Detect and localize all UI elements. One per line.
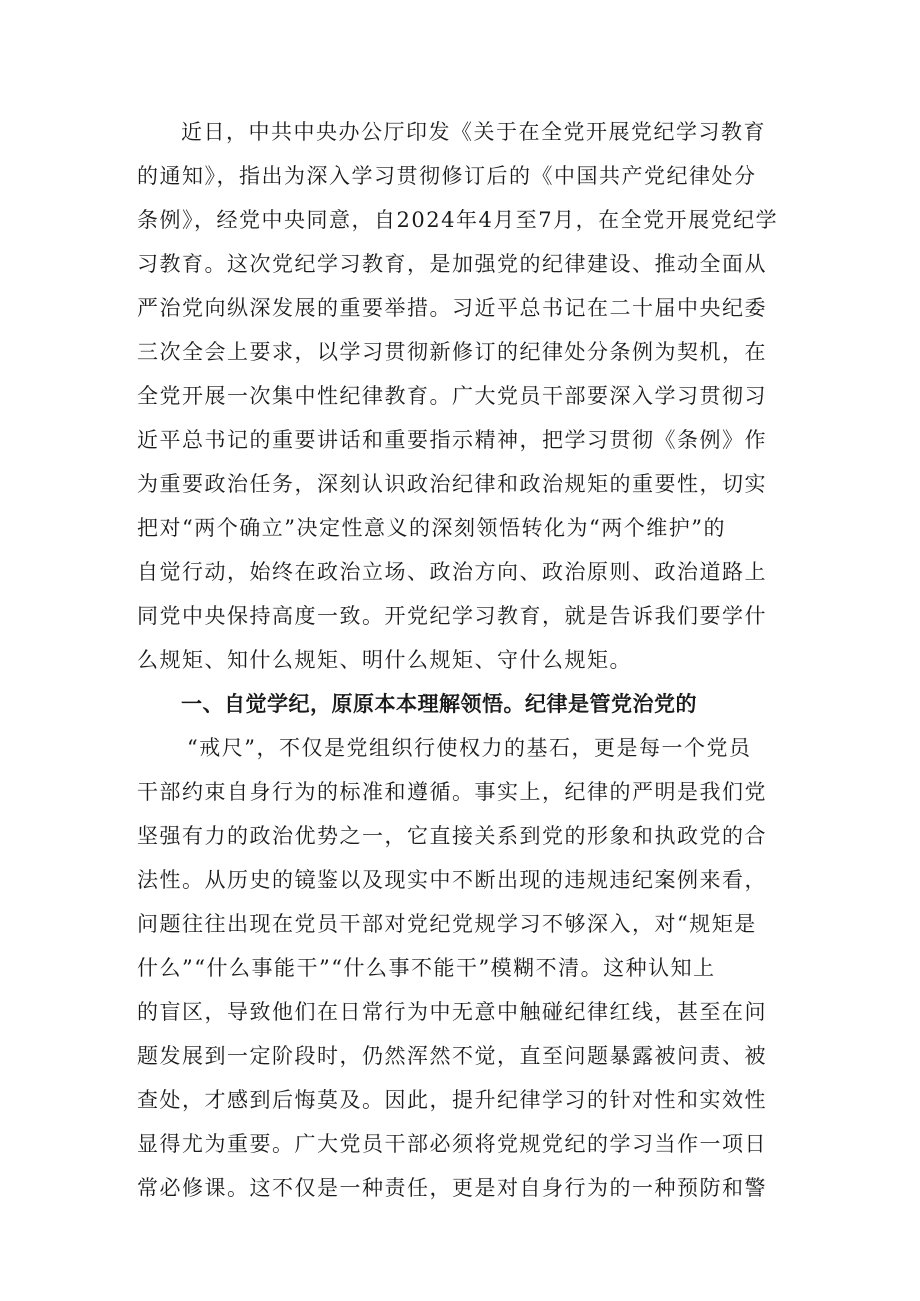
paragraph-line: 习教育。这次党纪学习教育，是加强党的纪律建设、推动全面从 (137, 252, 767, 276)
paragraph-line: 么规矩、知什么规矩、明什么规矩、守什么规矩。 (137, 648, 632, 672)
intro-paragraph (137, 112, 787, 684)
document-body (137, 112, 787, 1212)
paragraph-line: 同党中央保持高度一致。开党纪学习教育，就是告诉我们要学什 (137, 604, 767, 628)
paragraph-line: 把对“两个确立”决定性意义的深刻领悟转化为“两个维护”的 (137, 516, 726, 540)
paragraph-line: 的盲区，导致他们在日常行为中无意中触碰纪律红线，甚至在问 (137, 1000, 767, 1024)
paragraph-line: 近平总书记的重要讲话和重要指示精神，把学习贯彻《条例》作 (137, 428, 767, 452)
paragraph-line: 查处，才感到后悔莫及。因此，提升纪律学习的针对性和实效性 (137, 1088, 767, 1112)
paragraph-line: 常必修课。这不仅是一种责任，更是对自身行为的一种预防和警 (137, 1176, 767, 1200)
section-paragraph (137, 728, 787, 1212)
paragraph-line: 为重要政治任务，深刻认识政治纪律和政治规矩的重要性，切实 (137, 472, 767, 496)
section-heading: 一、自觉学纪，原原本本理解领悟。纪律是管党治党的 (181, 692, 697, 716)
paragraph-line: 全党开展一次集中性纪律教育。广大党员干部要深入学习贯彻习 (137, 384, 767, 408)
paragraph-line: 干部约束自身行为的标准和遵循。事实上，纪律的严明是我们党 (137, 780, 767, 804)
paragraph-line: 坚强有力的政治优势之一，它直接关系到党的形象和执政党的合 (137, 824, 767, 848)
paragraph-line: 什么”“什么事能干”“什么事不能干”模糊不清。这种认知上 (137, 956, 716, 980)
paragraph-line: 条例》，经党中央同意，自2024年4月至7月，在全党开展党纪学 (137, 208, 779, 232)
paragraph-line: 严治党向纵深发展的重要举措。习近平总书记在二十届中央纪委 (137, 296, 767, 320)
paragraph-line: 的通知》，指出为深入学习贯彻修订后的《中国共产党纪律处分 (137, 164, 757, 188)
paragraph-line: 近日，中共中央办公厅印发《关于在全党开展党纪学习教育 (181, 120, 766, 144)
paragraph-line: “戒尺”，不仅是党组织行使权力的基石，更是每一个党员 (187, 736, 752, 760)
paragraph-line: 三次全会上要求，以学习贯彻新修订的纪律处分条例为契机，在 (137, 340, 767, 364)
paragraph-line: 问题往往出现在党员干部对党纪党规学习不够深入，对“规矩是 (137, 912, 757, 936)
paragraph-line: 自觉行动，始终在政治立场、政治方向、政治原则、政治道路上 (137, 560, 767, 584)
paragraph-line: 法性。从历史的镜鉴以及现实中不断出现的违规违纪案例来看， (137, 868, 767, 892)
paragraph-line: 题发展到一定阶段时，仍然浑然不觉，直至问题暴露被问责、被 (137, 1044, 767, 1068)
paragraph-line: 显得尤为重要。广大党员干部必须将党规党纪的学习当作一项日 (137, 1132, 767, 1156)
